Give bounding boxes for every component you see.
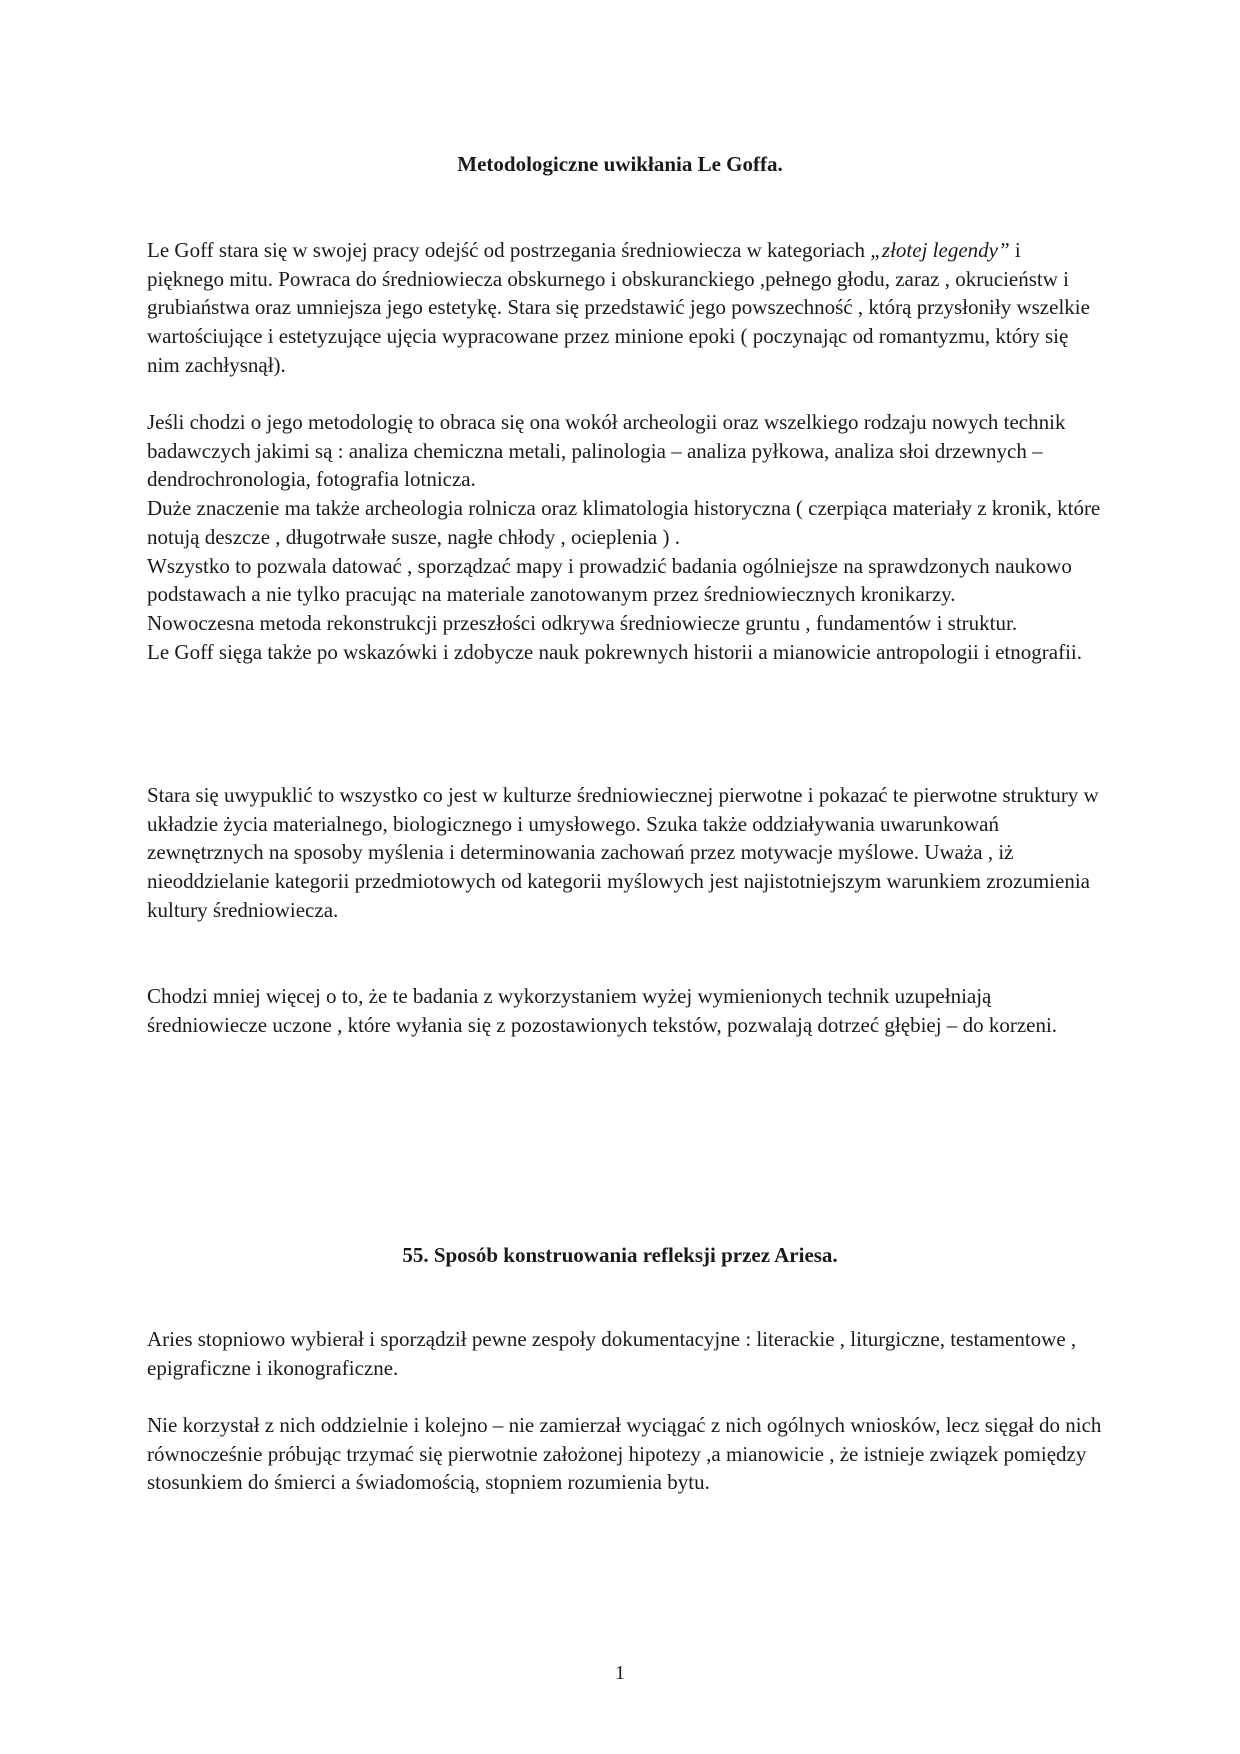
paragraph-1	[147, 236, 1102, 380]
page-number: 1	[615, 1662, 625, 1684]
paragraph-1-post: i pięknego mitu. Powraca do średniowiecza obskurnego i obskuranckiego ,pełnego głodu, zaraz , okrucieństw i grubiaństwa oraz umniejsza jego estetykę. Stara się przedstawić jego powszechność , którą przysłoniły wszelkie wartościujące i estetyzujące ujęcia wypracowane przez minione epoki ( poczynając od romantyzmu, który się nim zachłysnął).	[147, 238, 1090, 377]
paragraph-8-text: Chodzi mniej więcej o to, że te badania z wykorzystaniem wyżej wymienionych technik uzupełniają średniowiecze uczone , które wyłania się z pozostawionych tekstów, pozwalają dotrzeć głębiej – do korzeni.	[147, 984, 1058, 1037]
paragraph-group-methodology	[147, 408, 1102, 666]
paragraph-10	[147, 1411, 1102, 1497]
paragraph-1-pre: Le Goff stara się w swojej pracy odejść od postrzegania średniowiecza w kategoriach	[147, 238, 871, 262]
paragraph-6: Le Goff sięga także po wskazówki i zdobycze nauk pokrewnych historii a mianowicie antropologii i etnografii.	[147, 639, 1082, 664]
paragraph-10-text: Nie korzystał z nich oddzielnie i kolejno – nie zamierzał wyciągać z nich ogólnych wniosków, lecz sięgał do nich równocześnie próbując trzymać się pierwotnie założonej hipotezy ,a mianowicie , że istnieje związek pomiędzy stosunkiem do śmierci a świadomością, stopniem rozumienia bytu.	[147, 1413, 1102, 1495]
paragraph-9	[147, 1325, 1102, 1382]
paragraph-9-text: Aries stopniowo wybierał i sporządził pewne zespoły dokumentacyjne : literackie , liturgiczne, testamentowe , epigraficzne i ikonograficzne.	[147, 1327, 1077, 1380]
paragraph-4: Wszystko to pozwala datować , sporządzać mapy i prowadzić badania ogólniejsze na sprawdzonych naukowo podstawach a nie tylko pracując na materiale zanotowanym przez średniowiecznych kronikarzy.	[147, 553, 1072, 607]
paragraph-7	[147, 781, 1102, 925]
paragraph-1-emphasis: „złotej legendy”	[870, 238, 1010, 262]
paragraph-2: Jeśli chodzi o jego metodologię to obraca się ona wokół archeologii oraz wszelkiego rodzaju nowych technik badawczych jakimi są : analiza chemiczna metali, palinologia – analiza pyłkowa, analiza słoi drzewnych – dendrochronologia, fotografia lotnicza.	[147, 410, 1066, 492]
paragraph-8	[147, 982, 1102, 1039]
paragraph-5: Nowoczesna metoda rekonstrukcji przeszłości odkrywa średniowiecze gruntu , fundamentów i struktur.	[147, 610, 1018, 635]
paragraph-7-text: Stara się uwypuklić to wszystko co jest w kulturze średniowiecznej pierwotne i pokazać te pierwotne struktury w układzie życia materialnego, biologicznego i umysłowego. Szuka także oddziaływania uwarunkowań zewnętrznych na sposoby myślenia i determinowania zachowań przez motywacje myślowe. Uważa , iż nieoddzielanie kategorii przedmiotowych od kategorii myślowych jest najistotniejszym warunkiem zrozumienia kultury średniowiecza.	[147, 783, 1099, 922]
paragraph-1-text	[147, 236, 1102, 380]
section-title-le-goff: Metodologiczne uwikłania Le Goffa.	[457, 152, 783, 176]
section-title-aries: 55. Sposób konstruowania refleksji przez Ariesa.	[402, 1243, 838, 1267]
paragraph-3: Duże znaczenie ma także archeologia rolnicza oraz klimatologia historyczna ( czerpiąca materiały z kronik, które notują deszcze , długotrwałe susze, nagłe chłody , ocieplenia ) .	[147, 496, 1101, 549]
